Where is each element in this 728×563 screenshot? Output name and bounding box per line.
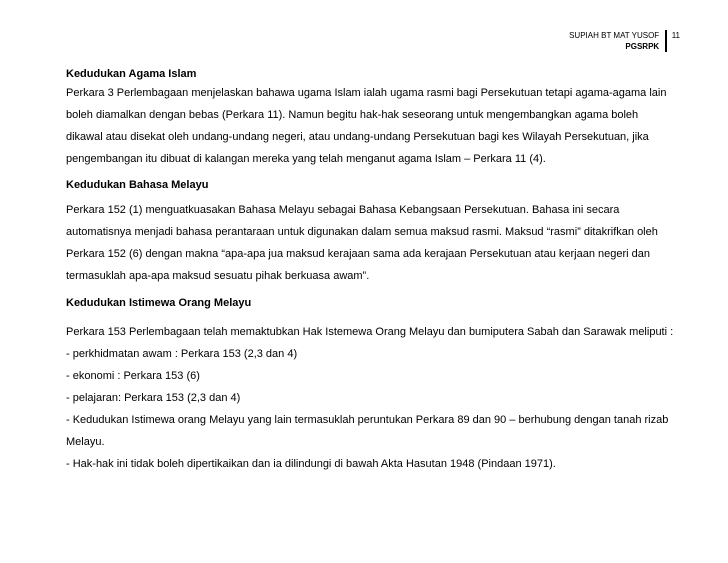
list-item: - perkhidmatan awam : Perkara 153 (2,3 dan 4) — [66, 348, 298, 360]
list-item: - pelajaran: Perkara 153 (2,3 dan 4) — [66, 392, 241, 404]
section-paragraph: Perkara 3 Perlembagaan menjelaskan bahawa ugama Islam ialah ugama rasmi bagi Persekutuan tetapi agama-agama lain boleh diamalkan dengan bebas (Perkara 11). Namun begitu hak-hak seseorang untuk mengembangkan agama boleh dikawal atau disekat oleh undang-undang negeri, atau undang-undang Persekutuan bagi kes Wilayah Persekutuan, jika pengembangan itu dibuat di kalangan mereka yang telah menganut agama Islam – Perkara 11 (4). — [66, 87, 667, 165]
list-item: - Hak-hak ini tidak boleh dipertikaikan dan ia dilindungi di bawah Akta Hasutan 1948 (Pindaan 1971). — [66, 458, 556, 470]
section-agama-islam — [66, 66, 676, 170]
section-paragraph: Perkara 153 Perlembagaan telah memaktubkan Hak Istemewa Orang Melayu dan bumiputera Sabah dan Sarawak meliputi : — [66, 326, 674, 338]
section-paragraph: Perkara 152 (1) menguatkuasakan Bahasa Melayu sebagai Bahasa Kebangsaan Persekutuan. Bahasa ini secara automatisnya menjadi bahasa perantaraan untuk digunakan dalam semua maksud rasmi. Maksud “rasmi” ditakrifkan oleh Perkara 152 (6) dengan makna “apa-apa jua maksud kerajaan sama ada kerajaan Persekutuan atau kerjaan negeri dan termasuklah apa-apa maksud sesuatu pihak berkuasa awam”. — [66, 204, 658, 282]
header-code: PGSRPK — [625, 42, 660, 51]
section-heading: Kedudukan Istimewa Orang Melayu — [66, 297, 252, 309]
section-istimewa-orang-melayu — [66, 295, 676, 475]
rights-list — [66, 343, 676, 475]
list-item: - Kedudukan Istimewa orang Melayu yang lain termasuklah peruntukan Perkara 89 dan 90 – berhubung dengan tanah rizab Melayu. — [66, 414, 669, 448]
header-divider — [665, 30, 667, 52]
section-heading: Kedudukan Agama Islam — [66, 68, 197, 80]
header-author: SUPIAH BT MAT YUSOF — [569, 31, 660, 40]
page-header — [569, 30, 680, 52]
header-text — [569, 30, 665, 52]
page-number: 11 — [671, 31, 680, 40]
document-body — [66, 66, 676, 475]
list-item: - ekonomi : Perkara 153 (6) — [66, 370, 200, 382]
section-bahasa-melayu — [66, 177, 676, 287]
section-heading: Kedudukan Bahasa Melayu — [66, 179, 209, 191]
